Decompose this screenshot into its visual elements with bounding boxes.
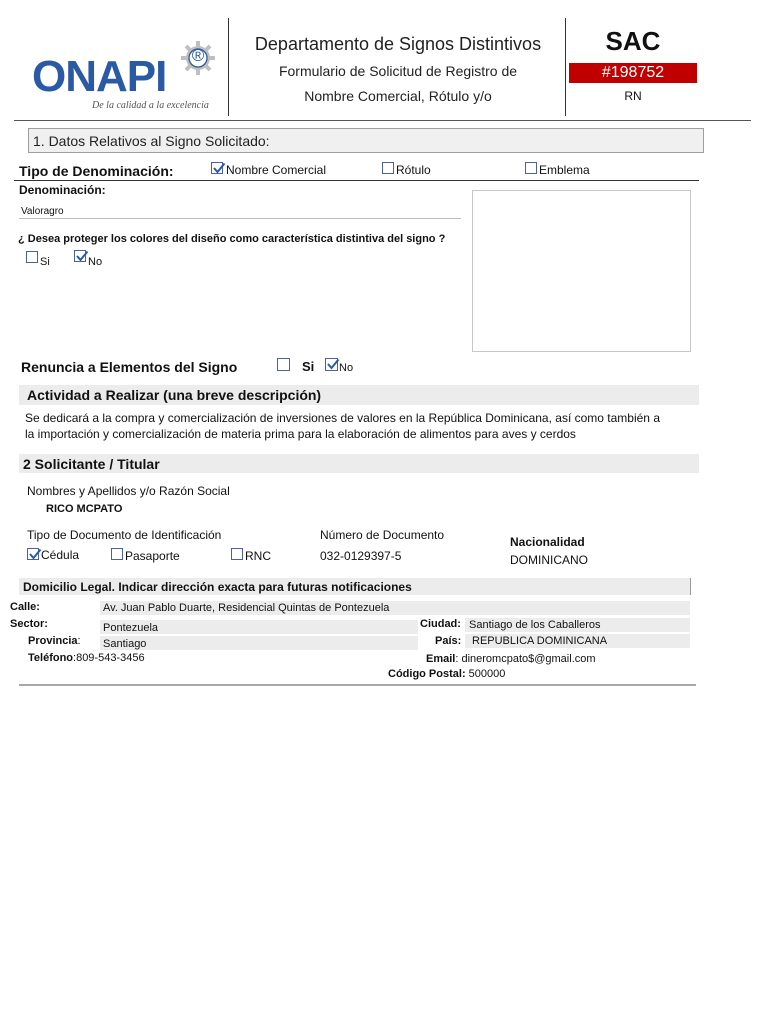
checkmark-icon (212, 162, 226, 175)
denominacion-field-line (19, 218, 461, 219)
logo-image-box[interactable] (472, 190, 691, 352)
nacionalidad-label: Nacionalidad (510, 535, 585, 549)
provincia-colon: : (77, 635, 81, 647)
checkbox-emblema[interactable] (525, 162, 537, 174)
form-bottom-rule (19, 684, 696, 686)
denominacion-label: Denominación: (19, 183, 106, 197)
calle-value[interactable]: Av. Juan Pablo Duarte, Residencial Quintas de Pontezuela (103, 602, 390, 614)
logo-tagline: De la calidad a la excelencia (92, 100, 209, 111)
provincia-value[interactable]: Santiago (103, 638, 147, 650)
option-rnc-label: RNC (245, 549, 271, 563)
calle-label: Calle: (10, 601, 40, 613)
actividad-line2[interactable]: la importación y comercialización de materia prima para la elaboración de alimentos para aves y cerdos (25, 427, 576, 441)
option-cedula-label: Cédula (41, 548, 80, 562)
provincia-field (100, 636, 418, 650)
checkbox-renuncia-no[interactable] (325, 358, 338, 371)
email-row (426, 653, 596, 665)
sector-label: Sector: (10, 618, 48, 630)
section1-title: 1. Datos Relativos al Signo Solicitado: (33, 133, 270, 149)
postal-value[interactable]: 500000 (465, 668, 506, 680)
option-rotulo-label: Rótulo (396, 163, 431, 177)
renuncia-no-label: No (339, 362, 354, 374)
logo (30, 40, 220, 120)
renuncia-si-label: Si (302, 359, 315, 374)
logo-text: ONAPI (32, 52, 167, 101)
form-title-line2: Nombre Comercial, Rótulo y/o (304, 88, 492, 104)
ciudad-label: Ciudad: (420, 618, 461, 630)
header-divider-right (565, 18, 566, 116)
logo-registered: ® (191, 46, 205, 65)
option-pasaporte-label: Pasaporte (125, 549, 180, 563)
option-nombre-comercial-label: Nombre Comercial (226, 163, 327, 177)
form-code: SAC (605, 26, 661, 56)
checkbox-cedula[interactable] (27, 548, 39, 560)
pais-label: País: (435, 635, 462, 647)
numero-doc-value[interactable]: 032-0129397-5 (320, 549, 402, 563)
checkbox-colores-si[interactable] (26, 251, 38, 263)
checkbox-rnc[interactable] (231, 548, 243, 560)
email-label: Email (426, 653, 456, 665)
checkbox-renuncia-si[interactable] (277, 358, 290, 371)
department-title: Departamento de Signos Distintivos (254, 34, 542, 54)
nombre-label: Nombres y Apellidos y/o Razón Social (27, 484, 230, 498)
checkmark-icon (75, 250, 89, 263)
renuncia-label: Renuncia a Elementos del Signo (21, 359, 238, 375)
ciudad-value[interactable]: Santiago de los Caballeros (469, 619, 601, 631)
request-number-badge (569, 63, 697, 83)
tipo-underline (14, 180, 699, 181)
checkbox-colores-no[interactable] (74, 250, 86, 262)
checkbox-pasaporte[interactable] (111, 548, 123, 560)
checkmark-icon (326, 358, 340, 371)
postal-label: Código Postal: (388, 668, 466, 680)
tipo-doc-label: Tipo de Documento de Identificación (27, 528, 222, 542)
provincia-label: Provincia (28, 635, 78, 647)
sector-value[interactable]: Pontezuela (103, 622, 159, 634)
actividad-title: Actividad a Realizar (una breve descripción) (27, 387, 322, 403)
colores-no-label: No (88, 256, 103, 268)
telefono-value[interactable]: :809-543-3456 (73, 652, 145, 664)
checkmark-icon (28, 548, 42, 561)
nacionalidad-value[interactable]: DOMINICANO (510, 553, 588, 567)
section1-title-box (28, 128, 704, 153)
domicilio-bar-end (690, 578, 691, 595)
pais-value[interactable]: REPUBLICA DOMINICANA (472, 635, 608, 647)
checkbox-nombre-comercial[interactable] (211, 162, 223, 174)
tipo-denominacion-label: Tipo de Denominación: (19, 163, 174, 179)
nombre-value[interactable]: RICO MCPATO (46, 503, 123, 515)
request-type: RN (624, 89, 642, 103)
domicilio-title: Domicilio Legal. Indicar dirección exacta para futuras notificaciones (23, 580, 412, 594)
section2-title: 2 Solicitante / Titular (23, 456, 160, 472)
telefono-row (28, 652, 145, 664)
provincia-label-group (28, 635, 81, 647)
header-bottom-rule (14, 120, 751, 121)
denominacion-value[interactable]: Valoragro (21, 206, 64, 217)
email-value[interactable]: : dineromcpato$@gmail.com (455, 653, 596, 665)
numero-doc-label: Número de Documento (320, 528, 445, 542)
request-number: #198752 (601, 64, 665, 81)
colores-si-label: Si (40, 256, 50, 268)
colores-question: ¿ Desea proteger los colores del diseño como característica distintiva del signo ? (18, 233, 446, 245)
form-title-line1: Formulario de Solicitud de Registro de (278, 63, 518, 79)
telefono-label: Teléfono (28, 652, 74, 664)
option-emblema-label: Emblema (539, 163, 590, 177)
checkbox-rotulo[interactable] (382, 162, 394, 174)
actividad-line1[interactable]: Se dedicará a la compra y comercialización de inversiones de valores en la República Dominicana, así como también a (25, 411, 660, 425)
postal-row (388, 668, 505, 680)
header-divider-left (228, 18, 229, 116)
